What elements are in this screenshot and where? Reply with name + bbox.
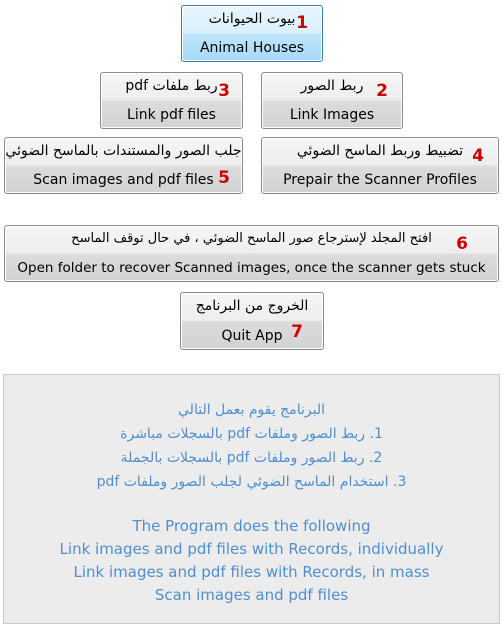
scan-images-label-en: Scan images and pdf files (33, 172, 214, 188)
scanner-profiles-label-en: Prepair the Scanner Profiles (283, 172, 477, 188)
scan-images-number: 5 (218, 168, 230, 188)
open-folder-label-ar: افتح المجلد لإسترجاع صور الماسح الضوئي ، في حال توقف الماسح (71, 231, 432, 246)
link-images-number: 2 (376, 81, 388, 101)
info-english-item: Link images and pdf files with Records, in mass (73, 563, 430, 581)
scanner-profiles-number: 4 (472, 146, 484, 166)
link-images-label-en: Link Images (289, 107, 375, 123)
quit-app-button[interactable] (180, 292, 324, 350)
info-english-item: Link images and pdf files with Records, individually (59, 540, 444, 558)
quit-app-number: 7 (291, 322, 303, 342)
animal-houses-label-ar: بيوت الحيوانات (208, 11, 296, 27)
scan-images-button[interactable] (4, 137, 243, 194)
link-pdf-label-ar: ربط ملفات pdf (125, 78, 218, 94)
link-pdf-label-en: Link pdf files (127, 107, 216, 123)
open-folder-button[interactable] (4, 225, 499, 282)
link-images-button[interactable] (261, 72, 403, 129)
quit-app-label-en: Quit App (221, 328, 283, 344)
info-english-item: Scan images and pdf files (154, 586, 349, 604)
info-arabic-item: 1. ربط الصور وملفات pdf بالسجلات مباشرة (120, 426, 383, 442)
open-folder-number: 6 (456, 234, 468, 254)
link-images-label-ar: ربط الصور (300, 78, 364, 94)
animal-houses-button[interactable] (181, 5, 323, 62)
info-arabic-item: 3. استخدام الماسح الضوئي لجلب الصور وملفات pdf (96, 474, 407, 490)
animal-houses-number: 1 (296, 13, 308, 33)
link-pdf-number: 3 (218, 81, 230, 101)
quit-app-label-ar: الخروج من البرنامج (195, 298, 309, 314)
animal-houses-label-en: Animal Houses (199, 40, 305, 56)
link-pdf-button[interactable] (100, 72, 243, 129)
info-arabic-item: 2. ربط الصور وملفات pdf بالسجلات بالجملة (120, 450, 383, 466)
info-arabic-title: البرنامج يقوم بعمل التالي (178, 402, 325, 418)
program-description-panel (3, 374, 500, 624)
info-english-title: The Program does the following (132, 517, 371, 535)
scanner-profiles-button[interactable] (261, 137, 499, 194)
open-folder-label-en: Open folder to recover Scanned images, once the scanner gets stuck (17, 260, 486, 276)
scanner-profiles-label-ar: تضبيط وربط الماسح الضوئي (296, 143, 464, 159)
scan-images-label-ar: جلب الصور والمستندات بالماسح الضوئي (5, 143, 242, 159)
